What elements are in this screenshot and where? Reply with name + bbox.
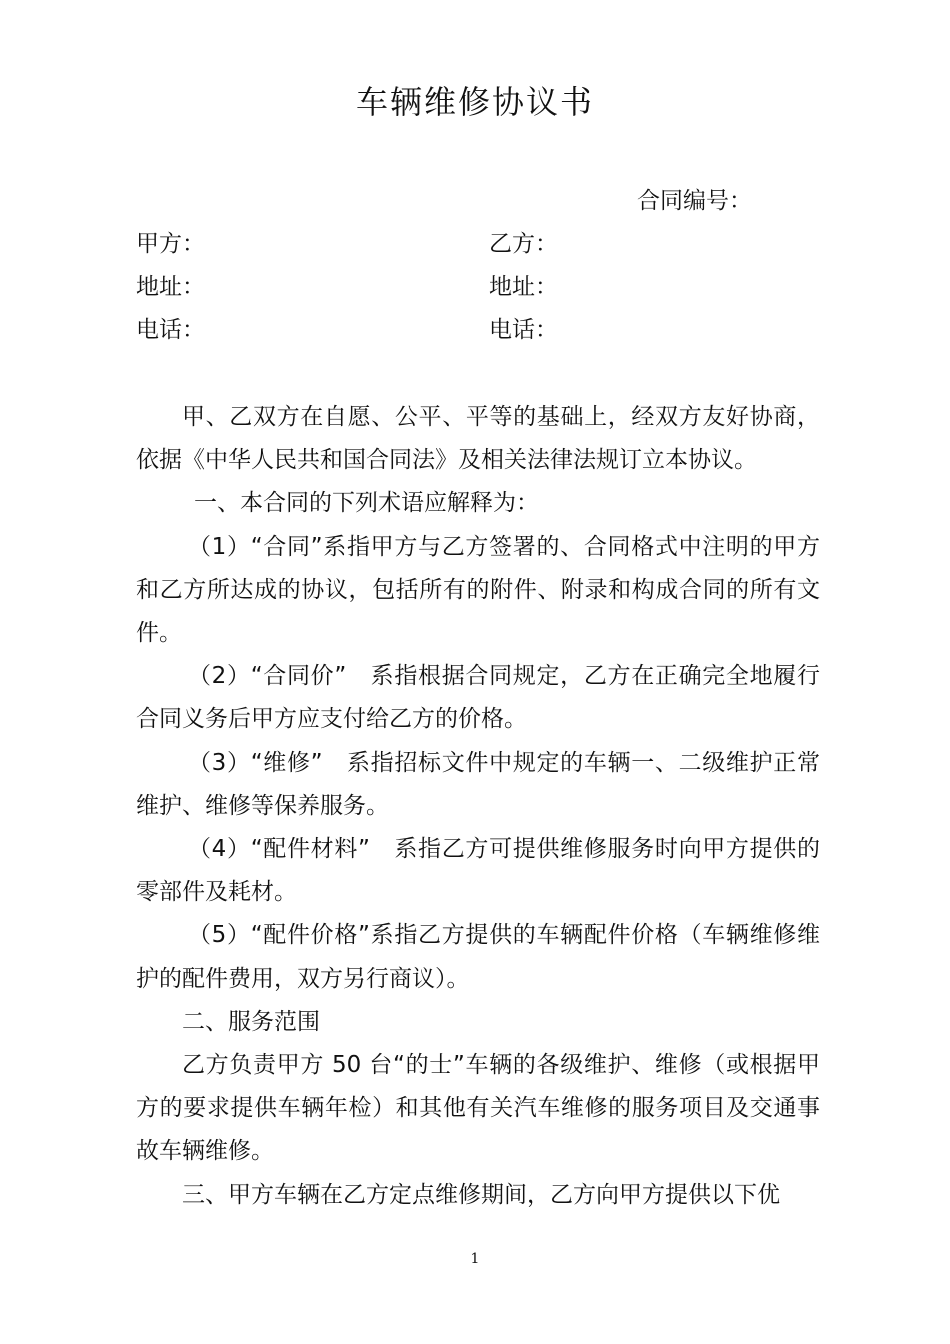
party-b-phone-label: 电话： <box>489 317 558 343</box>
party-a-phone-label: 电话： <box>136 317 205 343</box>
page-number: 1 <box>470 1251 480 1267</box>
party-b-address-label: 地址： <box>489 274 558 300</box>
section-2-heading: 二、服务范围 <box>182 1008 320 1035</box>
service-scope-paragraph: 乙方负责甲方 50 台“的士”车辆的各级维护、维修（或根据甲方的要求提供车辆年检）和其他有关汽车维修的服务项目及交通事故车辆维修。 <box>136 1052 820 1165</box>
term-4-paragraph: （4）“配件材料” 系指乙方可提供维修服务时向甲方提供的零部件及耗材。 <box>136 836 820 906</box>
party-a-label: 甲方： <box>136 231 205 257</box>
section-3-paragraph: 三、甲方车辆在乙方定点维修期间，乙方向甲方提供以下优 <box>182 1181 780 1208</box>
term-5-paragraph: （5）“配件价格”系指乙方提供的车辆配件价格（车辆维修维护的配件费用，双方另行商议）。 <box>136 922 820 992</box>
party-b-label: 乙方： <box>489 231 558 257</box>
agreement-body <box>136 396 820 1217</box>
party-a-address-label: 地址： <box>136 274 205 300</box>
section-1-heading: 一、本合同的下列术语应解释为： <box>194 490 539 517</box>
contract-number-label: 合同编号： <box>637 188 752 214</box>
document-title: 车辆维修协议书 <box>355 83 594 121</box>
term-1-paragraph: （1）“合同”系指甲方与乙方签署的、合同格式中注明的甲方和乙方所达成的协议，包括所有的附件、附录和构成合同的所有文件。 <box>136 533 820 647</box>
term-2-paragraph: （2）“合同价” 系指根据合同规定，乙方在正确完全地履行合同义务后甲方应支付给乙方的价格。 <box>136 663 820 733</box>
term-3-paragraph: （3）“维修” 系指招标文件中规定的车辆一、二级维护正常维护、维修等保养服务。 <box>136 749 820 819</box>
preamble-paragraph: 甲、乙双方在自愿、公平、平等的基础上，经双方友好协商，依据《中华人民共和国合同法》及相关法律法规订立本协议。 <box>136 404 820 474</box>
